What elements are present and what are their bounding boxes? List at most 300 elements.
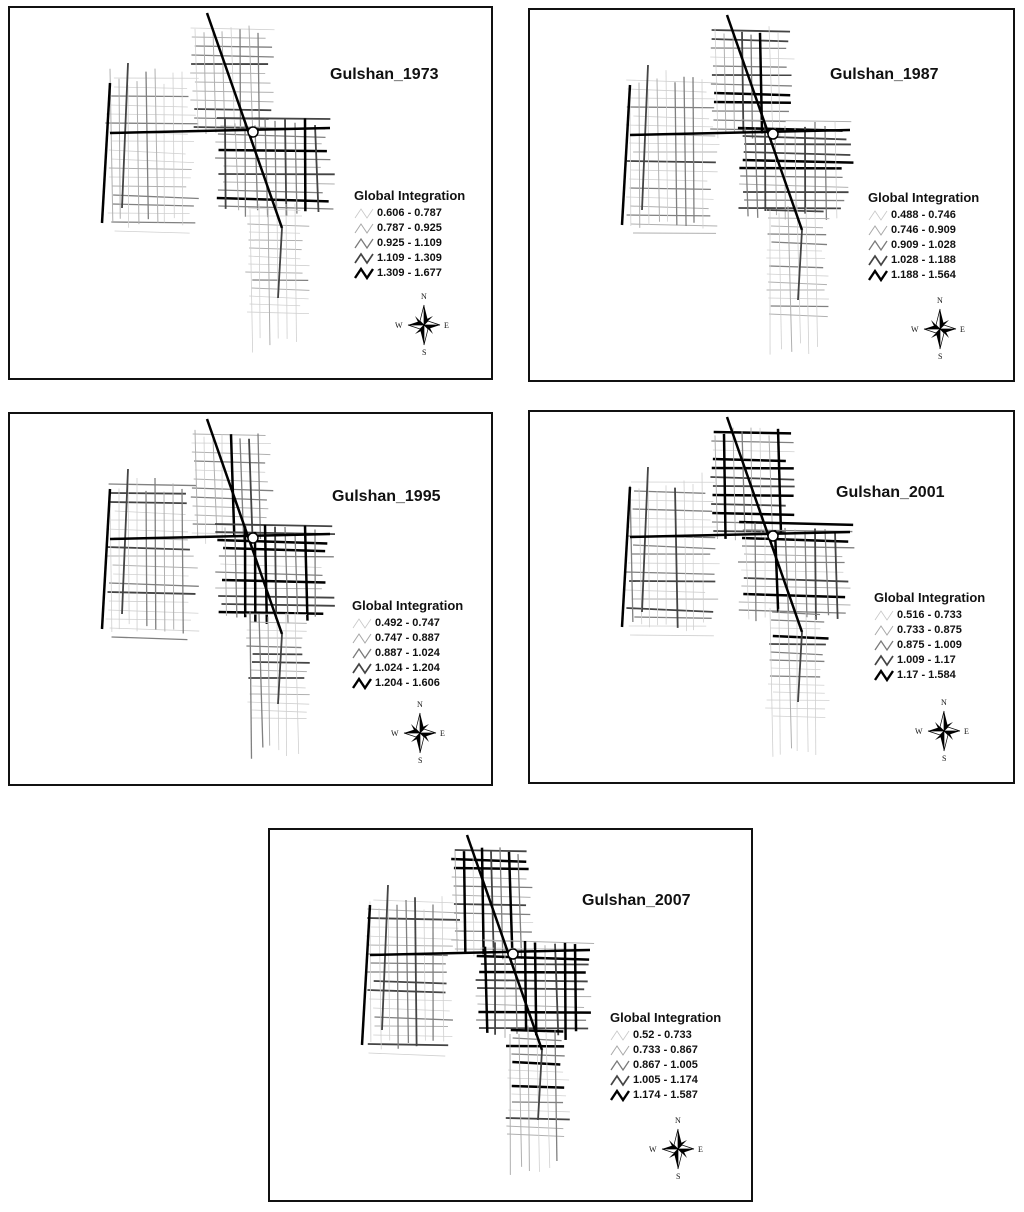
compass-w: W <box>649 1145 657 1154</box>
legend-title: Global Integration <box>352 598 464 613</box>
street-segment <box>193 434 266 436</box>
legend-item <box>354 235 465 250</box>
legend-line-symbol <box>610 1028 630 1042</box>
legend-item <box>354 205 465 220</box>
street-segment <box>110 534 330 539</box>
legend-item <box>352 630 463 645</box>
street-segment <box>515 948 517 1033</box>
legend-line-symbol <box>874 668 894 682</box>
street-segment <box>250 304 301 306</box>
street-segment <box>217 118 331 119</box>
street-segment <box>630 130 850 135</box>
street-segment <box>715 435 717 539</box>
legend-line-symbol <box>354 266 374 280</box>
street-segment <box>374 1017 452 1020</box>
street-segment <box>249 248 301 250</box>
street-segment <box>627 107 714 108</box>
legend <box>610 1010 721 1102</box>
street-segment <box>630 532 850 537</box>
north-arrow-compass <box>914 698 974 764</box>
street-segment <box>770 628 820 629</box>
street-segment <box>798 632 802 702</box>
legend-item <box>610 1027 721 1042</box>
street-segment <box>771 668 821 670</box>
street-segment <box>657 491 658 625</box>
street-segment <box>477 956 589 960</box>
street-segment <box>477 988 584 989</box>
street-segment <box>711 504 786 506</box>
street-segment <box>173 484 174 630</box>
legend-line-symbol <box>352 676 372 690</box>
street-segment <box>193 506 269 509</box>
street-segment <box>778 429 781 534</box>
street-segment <box>373 1008 450 1011</box>
street-segment <box>195 470 265 472</box>
street-segment <box>626 608 713 612</box>
street-segment <box>744 554 842 557</box>
street-segment <box>213 30 216 133</box>
street-segment <box>397 905 398 1049</box>
legend-title: Global Integration <box>610 1010 722 1025</box>
street-segment <box>739 522 853 525</box>
legend-item <box>610 1042 721 1057</box>
street-segment <box>455 850 527 851</box>
street-segment <box>155 69 158 223</box>
legend-item <box>874 667 985 682</box>
legend-line-symbol <box>352 631 372 645</box>
legend-line-symbol <box>610 1058 630 1072</box>
legend-item <box>352 660 463 675</box>
street-segment <box>630 188 711 189</box>
street-segment <box>835 532 838 619</box>
street-segment <box>528 1026 529 1171</box>
street-segment <box>710 57 794 59</box>
street-segment <box>451 859 526 862</box>
street-segment <box>745 522 749 619</box>
street-segment <box>455 922 533 923</box>
street-segment <box>305 526 307 621</box>
compass-n: N <box>421 292 427 301</box>
legend-item <box>610 1072 721 1087</box>
street-segment <box>743 160 854 163</box>
legend-item <box>868 267 979 282</box>
street-segment <box>788 611 792 748</box>
street-segment <box>368 1044 448 1045</box>
street-segment <box>275 527 276 619</box>
street-segment <box>207 13 282 228</box>
street-segment <box>137 81 139 224</box>
legend-item-label: 0.733 - 0.867 <box>633 1043 698 1056</box>
legend-item-label: 0.925 - 1.109 <box>377 236 442 249</box>
map-panel-1995 <box>8 412 493 786</box>
street-segment <box>775 530 778 613</box>
compass-w: W <box>395 321 403 330</box>
street-segment <box>252 710 307 712</box>
street-segment <box>111 493 186 494</box>
street-segment <box>795 128 796 215</box>
compass-n: N <box>941 698 947 707</box>
street-segment <box>115 231 190 233</box>
compass-n: N <box>417 700 423 709</box>
legend-item <box>352 675 463 690</box>
street-segment <box>675 82 677 225</box>
street-segment <box>483 940 594 944</box>
compass-e: E <box>698 1145 703 1154</box>
legend-item <box>610 1057 721 1072</box>
street-segment <box>295 612 299 754</box>
street-segment <box>712 30 790 32</box>
street-segment <box>622 487 630 627</box>
legend-item-label: 0.875 - 1.009 <box>897 638 962 651</box>
legend-line-symbol <box>354 236 374 250</box>
legend-title: Global Integration <box>874 590 986 605</box>
legend-item-label: 1.204 - 1.606 <box>375 676 440 689</box>
street-segment <box>128 85 129 228</box>
street-segment <box>259 204 260 338</box>
street-segment <box>102 83 110 223</box>
street-segment <box>128 475 129 624</box>
street-segment <box>190 100 273 102</box>
legend-line-symbol <box>352 646 372 660</box>
street-segment <box>369 999 452 1001</box>
street-segment <box>742 32 743 134</box>
street-segment <box>278 634 282 704</box>
compass-e: E <box>960 325 965 334</box>
street-segment <box>250 612 251 759</box>
legend <box>868 190 979 282</box>
street-segment <box>482 848 484 955</box>
street-segment <box>765 708 825 709</box>
map-panel-1987 <box>528 8 1015 382</box>
street-segment <box>779 609 780 755</box>
street-segment <box>467 835 542 1050</box>
street-segment <box>265 525 267 624</box>
street-segment <box>192 37 266 38</box>
compass-n: N <box>675 1116 681 1125</box>
street-segment <box>255 125 258 210</box>
street-segment <box>195 46 272 47</box>
street-segment <box>633 116 709 119</box>
street-segment <box>119 79 120 219</box>
legend <box>354 188 465 280</box>
roundabout <box>248 533 258 543</box>
compass-e: E <box>964 727 969 736</box>
street-segment <box>362 905 370 1045</box>
street-segment <box>248 240 302 241</box>
street-segment <box>744 152 851 155</box>
street-segment <box>755 127 758 218</box>
street-segment <box>379 908 381 1049</box>
street-segment <box>629 179 707 181</box>
street-segment <box>769 26 773 134</box>
street-segment <box>628 563 720 564</box>
street-segment <box>106 547 190 550</box>
legend-item <box>354 250 465 265</box>
street-segment <box>109 502 186 503</box>
legend-item-label: 1.174 - 1.587 <box>633 1088 698 1101</box>
street-segment <box>628 518 710 520</box>
street-segment <box>250 670 307 672</box>
street-segment <box>215 524 332 526</box>
street-segment <box>648 89 649 225</box>
compass-n: N <box>937 296 943 305</box>
street-segment <box>628 500 713 502</box>
legend-line-symbol <box>610 1043 630 1057</box>
legend-item <box>874 652 985 667</box>
street-segment <box>110 490 112 632</box>
street-segment <box>712 39 789 41</box>
street-segment <box>146 491 147 626</box>
legend-line-symbol <box>354 221 374 235</box>
street-segment <box>164 492 165 632</box>
compass-w: W <box>911 325 919 334</box>
legend-item-label: 0.887 - 1.024 <box>375 646 440 659</box>
street-segment <box>455 851 457 951</box>
street-segment <box>245 272 302 273</box>
street-segment <box>268 207 270 345</box>
street-segment <box>768 684 824 685</box>
street-segment <box>102 489 110 629</box>
legend-item <box>610 1087 721 1102</box>
legend-item <box>874 607 985 622</box>
street-segment <box>473 847 474 956</box>
legend-item-label: 0.52 - 0.733 <box>633 1028 692 1041</box>
legend-item-label: 0.733 - 0.875 <box>897 623 962 636</box>
legend-line-symbol <box>874 623 894 637</box>
street-segment <box>109 177 191 178</box>
street-segment <box>452 877 527 879</box>
compass-e: E <box>440 729 445 738</box>
street-segment <box>739 184 848 187</box>
map-title: Gulshan_1995 <box>332 488 441 505</box>
street-segment <box>742 546 854 548</box>
street-segment <box>575 944 576 1031</box>
street-segment <box>250 694 310 695</box>
street-segment <box>268 617 270 746</box>
street-segment <box>743 136 847 139</box>
street-segment <box>105 619 191 620</box>
street-segment <box>546 1032 550 1168</box>
street-segment <box>219 150 327 151</box>
street-segment <box>106 529 188 532</box>
legend-line-symbol <box>354 251 374 265</box>
legend-item-label: 0.909 - 1.028 <box>891 238 956 251</box>
street-segment <box>684 481 687 632</box>
street-segment <box>648 475 649 627</box>
legend-title: Global Integration <box>868 190 980 205</box>
compass-w: W <box>915 727 923 736</box>
street-segment <box>109 105 188 107</box>
street-segment <box>277 203 278 338</box>
legend-line-symbol <box>352 661 372 675</box>
roundabout <box>768 129 778 139</box>
street-segment <box>535 942 536 1035</box>
legend-item-label: 1.009 - 1.17 <box>897 653 956 666</box>
street-segment <box>258 433 260 539</box>
legend-line-symbol <box>868 253 888 267</box>
map-title: Gulshan_2001 <box>836 484 945 501</box>
street-segment <box>743 594 845 597</box>
street-segment <box>215 158 330 160</box>
street-segment <box>249 26 253 137</box>
street-segment <box>657 79 660 222</box>
street-segment <box>630 635 714 636</box>
legend-line-symbol <box>868 268 888 282</box>
legend-item <box>874 637 985 652</box>
street-segment <box>710 477 794 480</box>
street-segment <box>368 1053 445 1056</box>
compass-s: S <box>422 348 427 357</box>
street-segment <box>388 895 390 1040</box>
street-segment <box>744 200 844 201</box>
street-segment <box>768 234 827 235</box>
legend-item <box>874 622 985 637</box>
compass-w: W <box>391 729 399 738</box>
street-segment <box>625 572 714 574</box>
street-segment <box>247 224 309 226</box>
street-segment <box>109 484 197 486</box>
street-segment <box>506 1126 563 1129</box>
street-segment <box>225 118 226 208</box>
street-segment <box>231 434 234 535</box>
street-segment <box>538 1050 542 1120</box>
street-segment <box>367 990 445 992</box>
street-segment <box>733 428 735 541</box>
compass-s: S <box>676 1172 681 1181</box>
street-segment <box>476 996 592 997</box>
street-segment <box>629 581 715 582</box>
street-segment <box>424 909 425 1040</box>
street-segment <box>195 29 198 132</box>
legend <box>352 598 463 690</box>
legend-item <box>354 220 465 235</box>
legend-line-symbol <box>610 1088 630 1102</box>
legend-item-label: 1.109 - 1.309 <box>377 251 442 264</box>
legend-item-label: 0.747 - 0.887 <box>375 631 440 644</box>
street-segment <box>109 168 192 170</box>
legend-item <box>352 615 463 630</box>
street-segment <box>633 509 712 511</box>
legend-item-label: 1.17 - 1.584 <box>897 668 956 681</box>
street-segment <box>109 601 189 602</box>
legend-line-symbol <box>868 208 888 222</box>
street-segment <box>191 55 273 57</box>
street-segment <box>217 540 327 544</box>
street-segment <box>507 1134 564 1136</box>
street-segment <box>779 213 781 350</box>
legend-item-label: 1.309 - 1.677 <box>377 266 442 279</box>
legend-item <box>352 645 463 660</box>
legend-line-symbol <box>874 608 894 622</box>
legend-item <box>868 252 979 267</box>
compass-s: S <box>942 754 947 763</box>
street-segment <box>295 533 298 614</box>
street-segment <box>191 28 275 30</box>
street-segment <box>512 1102 563 1103</box>
street-segment <box>745 127 748 216</box>
legend-item-label: 0.606 - 0.787 <box>377 206 442 219</box>
street-segment <box>367 918 460 920</box>
legend-line-symbol <box>868 223 888 237</box>
north-arrow-compass <box>390 700 450 766</box>
street-segment <box>622 85 630 225</box>
street-segment <box>315 125 318 212</box>
compass-e: E <box>444 321 449 330</box>
street-segment <box>464 851 465 954</box>
street-segment <box>666 70 668 221</box>
street-segment <box>835 121 837 218</box>
north-arrow-compass <box>648 1116 708 1182</box>
street-segment <box>507 1078 569 1080</box>
street-segment <box>630 224 717 226</box>
map-title: Gulshan_2007 <box>582 892 691 909</box>
street-segment <box>769 314 828 317</box>
street-segment <box>634 617 711 618</box>
street-segment <box>112 637 188 640</box>
roundabout <box>508 949 518 959</box>
street-segment <box>768 282 827 285</box>
street-segment <box>223 548 325 551</box>
map-title: Gulshan_1973 <box>330 66 439 83</box>
street-segment <box>249 256 301 259</box>
legend-item-label: 0.516 - 0.733 <box>897 608 962 621</box>
street-segment <box>626 80 717 83</box>
street-segment <box>110 628 200 631</box>
legend-item <box>354 265 465 280</box>
map-panel-2001 <box>528 410 1015 784</box>
street-segment <box>110 128 330 133</box>
street-segment <box>626 197 714 199</box>
street-segment <box>742 431 745 533</box>
legend-item-label: 1.005 - 1.174 <box>633 1073 698 1086</box>
street-segment <box>684 77 686 226</box>
street-segment <box>788 206 792 352</box>
street-segment <box>508 1070 563 1072</box>
street-segment <box>114 87 187 88</box>
street-segment <box>246 646 301 648</box>
street-segment <box>249 232 300 233</box>
street-segment <box>278 228 282 298</box>
legend-line-symbol <box>874 653 894 667</box>
street-segment <box>265 119 268 217</box>
legend-title: Global Integration <box>354 188 466 203</box>
street-segment <box>627 215 711 216</box>
street-segment <box>248 264 309 266</box>
street-segment <box>773 636 829 639</box>
street-segment <box>112 204 194 206</box>
street-segment <box>221 604 334 606</box>
street-segment <box>235 123 239 210</box>
legend-line-symbol <box>354 206 374 220</box>
north-arrow-compass <box>394 292 454 358</box>
legend-item <box>868 222 979 237</box>
map-title: Gulshan_1987 <box>830 66 939 83</box>
street-segment <box>741 570 843 572</box>
street-segment <box>634 491 705 493</box>
street-segment <box>770 676 820 677</box>
street-segment <box>767 250 822 251</box>
street-segment <box>286 204 287 339</box>
street-segment <box>476 980 588 981</box>
street-segment <box>259 614 263 748</box>
legend-line-symbol <box>874 638 894 652</box>
street-segment <box>740 176 842 177</box>
street-segment <box>155 478 156 630</box>
street-segment <box>675 488 678 628</box>
north-arrow-compass <box>910 296 970 362</box>
street-segment <box>806 612 808 752</box>
map-panel-1973 <box>8 6 493 380</box>
